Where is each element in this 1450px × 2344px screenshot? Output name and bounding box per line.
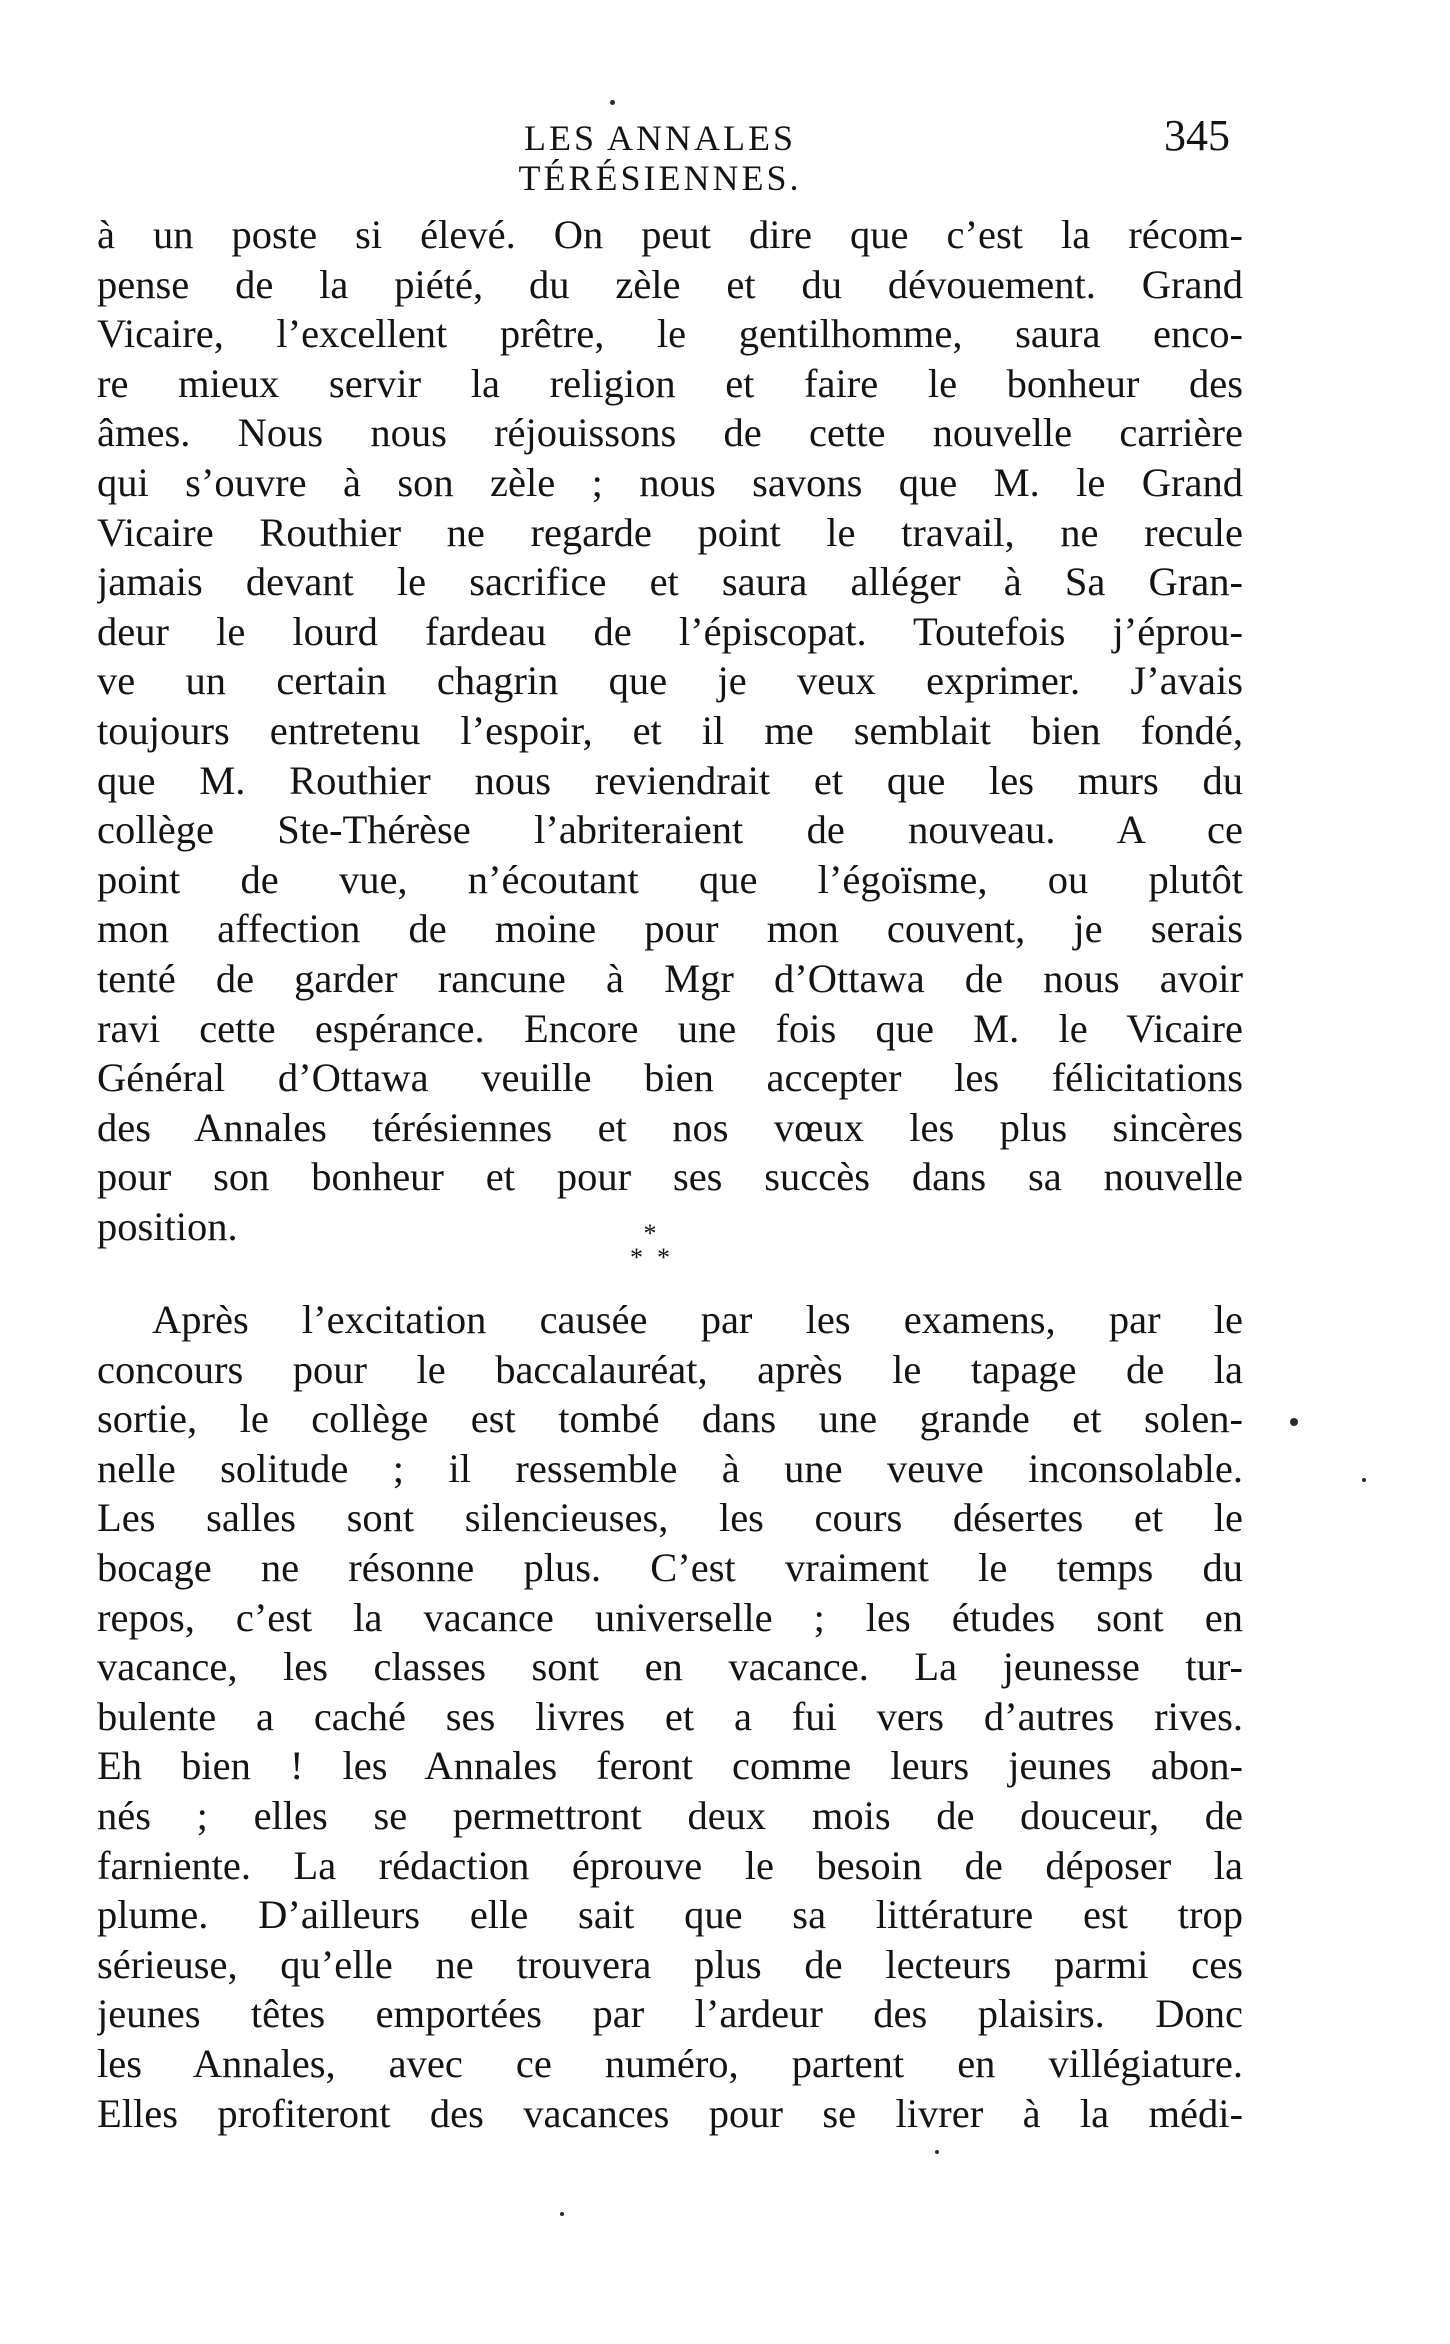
text-line: vacance, les classes sont en vacance. La jeunesse tur-	[97, 1644, 1243, 1690]
text-line: jamais devant le sacrifice et saura alléger à Sa Gran-	[97, 559, 1243, 605]
text-line: Elles profiteront des vacances pour se livrer à la médi-	[97, 2090, 1243, 2136]
text-line: Vicaire Routhier ne regarde point le travail, ne recule	[97, 509, 1243, 555]
text-line: collège Ste-Thérèse l’abriteraient de nouveau. A ce	[97, 807, 1243, 853]
asterism-bottom: **	[630, 1243, 684, 1272]
text-line: Général d’Ottawa veuille bien accepter les félicitations	[97, 1055, 1243, 1101]
text-line: que M. Routhier nous reviendrait et que les murs du	[97, 757, 1243, 803]
text-line: nelle solitude ; il ressemble à une veuve inconsolable.	[97, 1445, 1243, 1491]
ink-speck	[1290, 1418, 1298, 1426]
text-line: sérieuse, qu’elle ne trouvera plus de lecteurs parmi ces	[97, 1941, 1243, 1987]
text-line: concours pour le baccalauréat, après le tapage de la	[97, 1346, 1243, 1392]
text-line: plume. D’ailleurs elle sait que sa littérature est trop	[97, 1892, 1243, 1938]
asterism-separator	[610, 1219, 690, 1282]
text-line: pense de la piété, du zèle et du dévouement. Grand	[97, 261, 1243, 307]
paragraph-2	[97, 1295, 1243, 2138]
running-head: LES ANNALES TÉRÉSIENNES.	[518, 118, 802, 198]
text-line: Vicaire, l’excellent prêtre, le gentilhomme, saura enco-	[97, 311, 1243, 357]
text-line: des Annales térésiennes et nos vœux les plus sincères	[97, 1104, 1243, 1150]
text-line: tenté de garder rancune à Mgr d’Ottawa de nous avoir	[97, 955, 1243, 1001]
text-line: ve un certain chagrin que je veux exprimer. J’avais	[97, 658, 1243, 704]
text-line: ravi cette espérance. Encore une fois que M. le Vicaire	[97, 1005, 1243, 1051]
text-line: âmes. Nous nous réjouissons de cette nouvelle carrière	[97, 410, 1243, 456]
text-line: position.	[97, 1203, 238, 1249]
ink-speck	[1362, 1478, 1366, 1482]
text-line: les Annales, avec ce numéro, partent en villégiature.	[97, 2040, 1243, 2086]
text-line: pour son bonheur et pour ses succès dans sa nouvelle	[97, 1154, 1243, 1200]
text-line: repos, c’est la vacance universelle ; les études sont en	[97, 1594, 1243, 1640]
text-line: à un poste si élevé. On peut dire que c’est la récom-	[97, 212, 1243, 257]
text-line: bulente a caché ses livres et a fui vers d’autres rives.	[97, 1693, 1243, 1739]
text-line: sortie, le collège est tombé dans une grande et solen-	[97, 1396, 1243, 1442]
page-number: 345	[1164, 111, 1230, 160]
text-line: qui s’ouvre à son zèle ; nous savons que M. le Grand	[97, 459, 1243, 505]
text-line: bocage ne résonne plus. C’est vraiment le temps du	[97, 1544, 1243, 1590]
ink-speck	[560, 2212, 564, 2216]
text-line: re mieux servir la religion et faire le bonheur des	[97, 360, 1243, 406]
text-line: jeunes têtes emportées par l’ardeur des plaisirs. Donc	[97, 1991, 1243, 2037]
text-line: farniente. La rédaction éprouve le besoin de déposer la	[97, 1842, 1243, 1888]
text-line: Après l’excitation causée par les examens, par le	[152, 1297, 1243, 1342]
text-line: point de vue, n’écoutant que l’égoïsme, ou plutôt	[97, 856, 1243, 902]
text-line: Les salles sont silencieuses, les cours désertes et le	[97, 1495, 1243, 1541]
text-line: Eh bien ! les Annales feront comme leurs jeunes abon-	[97, 1743, 1243, 1789]
text-line: mon affection de moine pour mon couvent, je serais	[97, 906, 1243, 952]
text-line: toujours entretenu l’espoir, et il me semblait bien fondé,	[97, 707, 1243, 753]
paragraph-1	[97, 210, 1243, 1251]
ink-speck	[610, 100, 615, 105]
text-line: nés ; elles se permettront deux mois de douceur, de	[97, 1792, 1243, 1838]
ink-speck	[935, 2150, 939, 2154]
asterism-top: *	[643, 1219, 657, 1248]
text-line: deur le lourd fardeau de l’épiscopat. Toutefois j’éprou-	[97, 608, 1243, 654]
